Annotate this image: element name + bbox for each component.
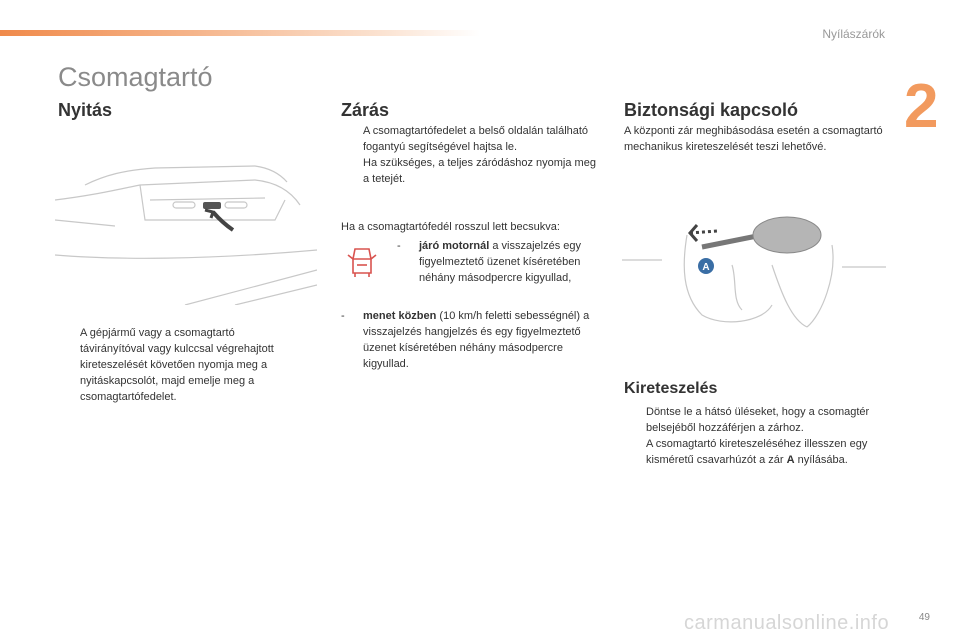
unlocking-step-2: A csomagtartó kireteszeléséhez illesszen egy kisméretű csavarhúzót a zár <box>646 438 868 466</box>
engine-running-text: a visszajelzés egy figyelmeztető üzenet kíséretében néhány másodpercre kigyullad, <box>419 240 582 284</box>
dash-marker: - <box>397 240 401 252</box>
lock-a-ref: A <box>786 454 795 466</box>
closing-steps <box>341 123 603 187</box>
lock-label-a: A <box>702 262 710 273</box>
closing-intro: Ha a csomagtartófedél rosszul lett becsukva: <box>341 221 560 233</box>
trunk-opening-illustration <box>55 160 317 305</box>
section-name: Nyílászárók <box>822 27 885 41</box>
bullet-icon <box>341 155 363 187</box>
warning-engine-running <box>397 238 587 286</box>
warning-driving <box>341 308 599 372</box>
bullet-icon <box>58 325 80 405</box>
heading-closing: Zárás <box>341 100 390 120</box>
closing-step-2: Ha szükséges, a teljes záródáshoz nyomja meg a tetejét. <box>363 157 596 185</box>
page-number: 49 <box>918 612 930 623</box>
opening-instructions <box>58 325 298 405</box>
closing-step-1: A csomagtartófedelet a belső oldalán található fogantyú segítségével hajtsa le. <box>363 125 589 153</box>
opening-step: A gépjármű vagy a csomagtartó távirányítóval vagy kulccsal végrehajtott kireteszelését követően nyomja meg a nyitáskapcsolót, majd emelje meg a csomagtartófedelet. <box>80 327 274 403</box>
heading-safety-switch: Biztonsági kapcsoló <box>624 100 799 120</box>
driving-text: (10 km/h feletti sebességnél) a visszajelzés hangjelzés és egy figyelmeztető üzenet kíséretében néhány másodpercre kigyullad. <box>363 310 590 370</box>
unlocking-step-1: Döntse le a hátsó üléseket, hogy a csomagtér belsejéből hozzáférjen a zárhoz. <box>646 406 870 434</box>
bullet-icon <box>341 123 363 155</box>
chapter-number: 2 <box>904 72 939 141</box>
unlocking-step-2-end: nyílásába. <box>794 454 848 466</box>
unlocking-steps <box>624 404 886 468</box>
safety-switch-text: A központi zár meghibásodása esetén a csomagtartó mechanikus kireteszelését teszi lehetővé. <box>624 125 883 153</box>
trunk-open-warning-icon <box>345 245 379 279</box>
engine-running-label: járó motornál <box>419 240 490 252</box>
watermark: carmanualsonline.info <box>684 612 890 634</box>
dash-marker: - <box>341 310 345 322</box>
page-title: Csomagtartó <box>58 62 213 92</box>
heading-unlocking: Kireteszelés <box>624 380 718 397</box>
bullet-icon <box>624 404 646 436</box>
bullet-icon <box>624 436 646 468</box>
driving-label: menet közben <box>363 310 437 322</box>
header-accent-bar <box>0 30 480 36</box>
heading-opening: Nyitás <box>58 100 113 120</box>
safety-switch-illustration <box>622 205 886 335</box>
